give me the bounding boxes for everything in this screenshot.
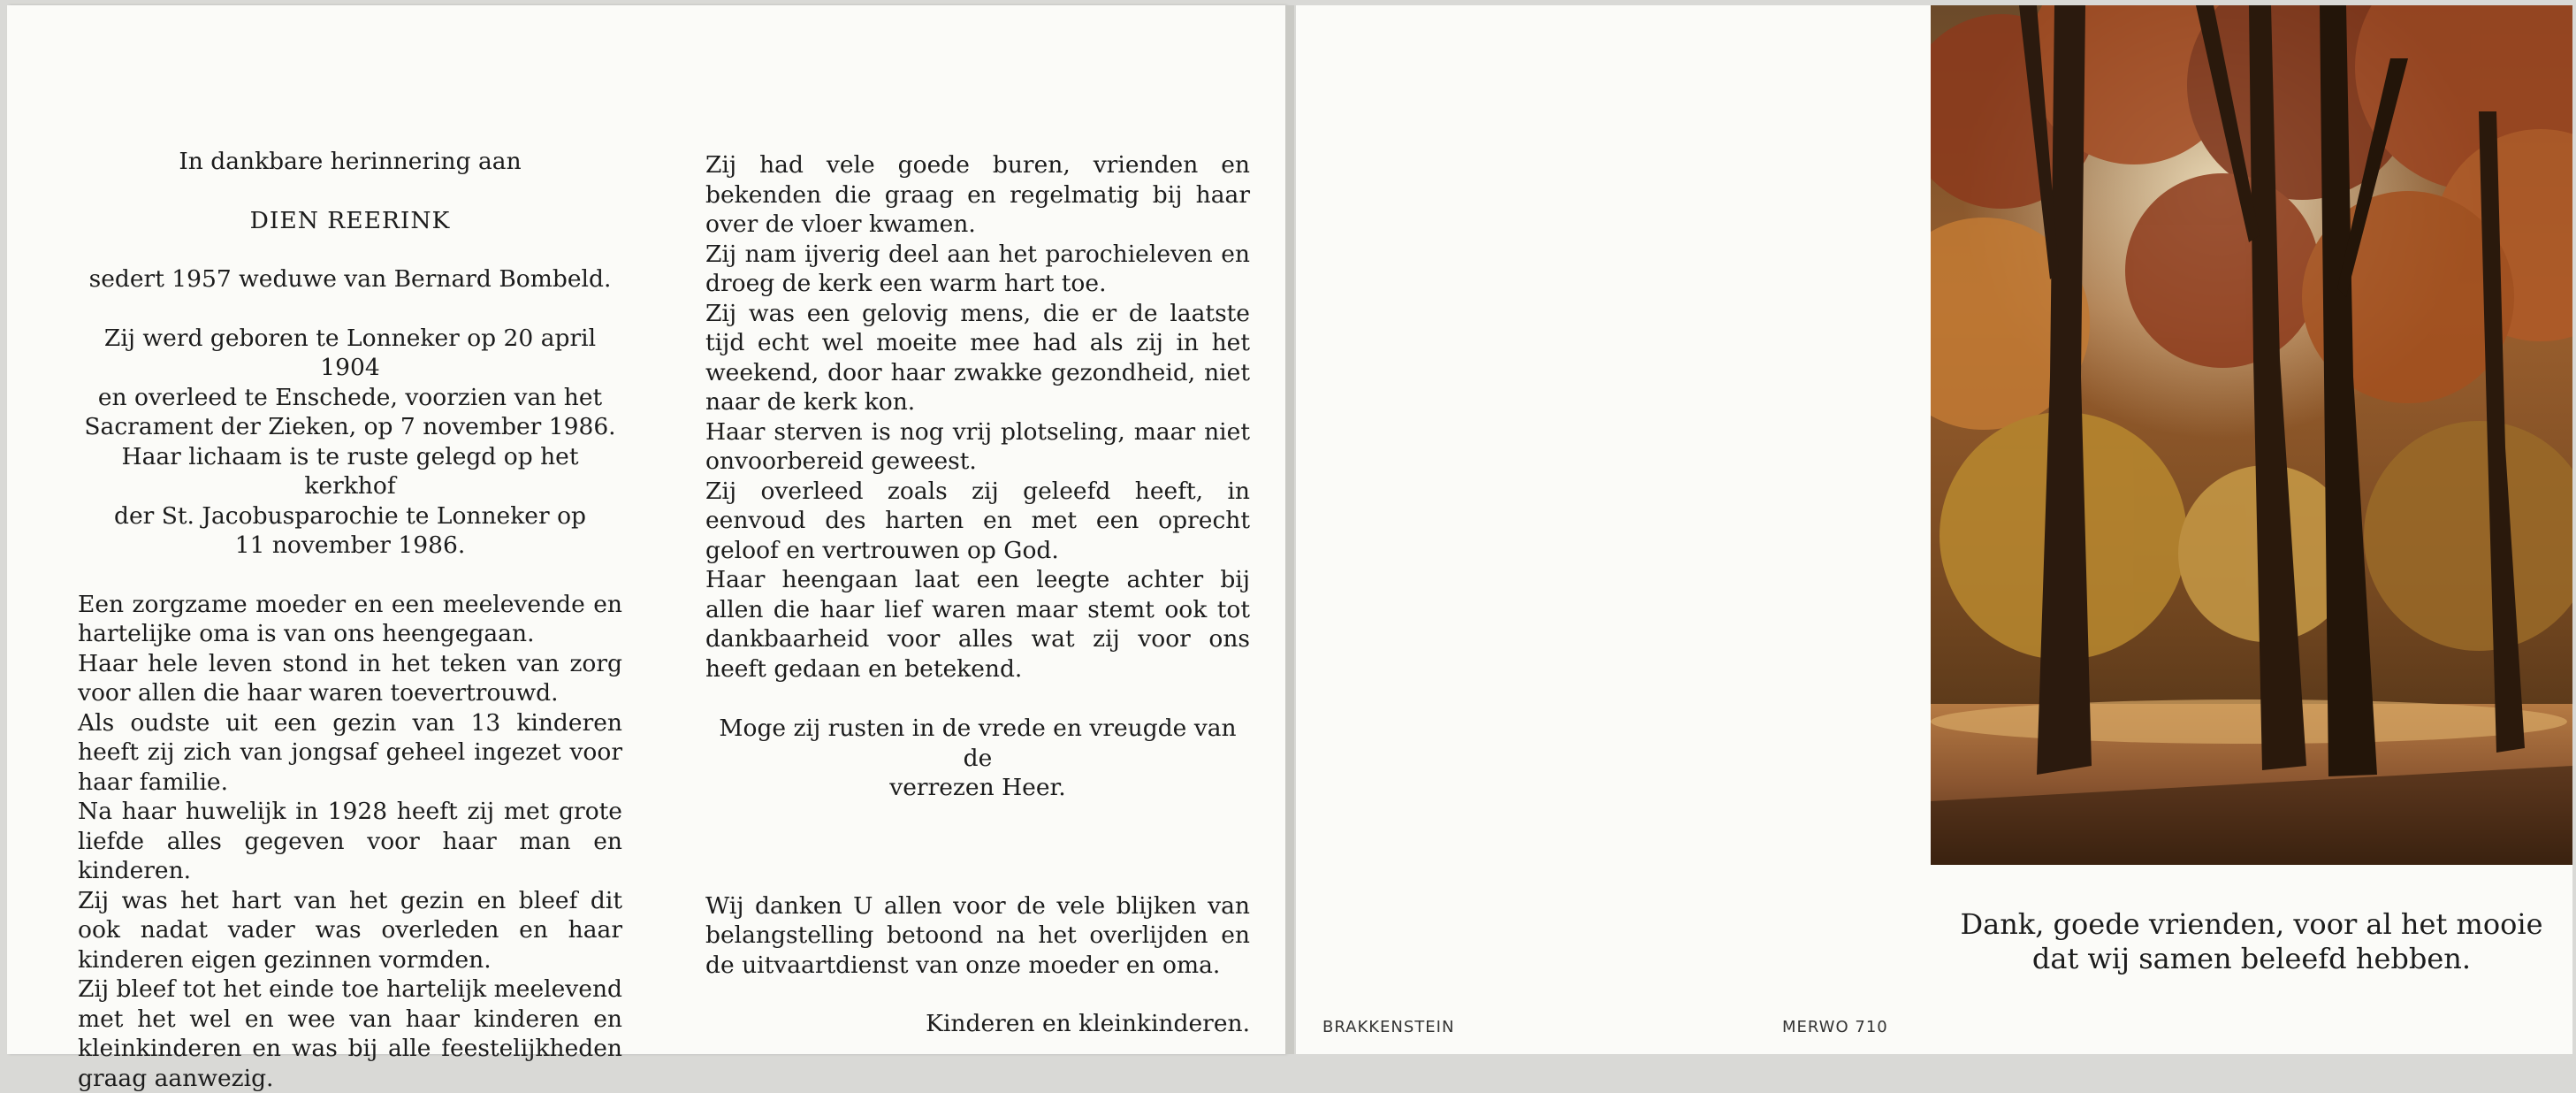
caption-line: Dank, goede vrienden, voor al het mooie bbox=[1960, 907, 2543, 941]
paragraph: Een zorgzame moeder en een meelevende en hartelijke oma is van ons heengegaan. bbox=[78, 590, 622, 647]
signature: Kinderen en kleinkinderen. bbox=[926, 1010, 1250, 1037]
autumn-forest-photo bbox=[1931, 5, 2572, 865]
forest-illustration bbox=[1931, 5, 2572, 865]
printer-name: BRAKKENSTEIN bbox=[1322, 1018, 1455, 1036]
thanks-caption bbox=[1931, 907, 2572, 976]
paragraph: Zij was een gelovig mens, die er de laatste tijd echt wel moeite mee had als zij in het weekend, door haar zwakke gezondheid, niet naar de kerk kon. bbox=[705, 299, 1250, 416]
birth-death-line: Sacrament der Zieken, op 7 november 1986. bbox=[84, 413, 616, 440]
printer-code: MERWO 710 bbox=[1782, 1018, 1888, 1036]
deceased-name: DIEN REERINK bbox=[249, 206, 451, 234]
birth-death-line: Zij werd geboren te Lonneker op 20 april 1904 bbox=[103, 324, 597, 381]
heading: In dankbare herinnering aan bbox=[179, 148, 522, 175]
thanks-paragraph: Wij danken U allen voor de vele blijken van belangstelling betoond na het overlijden en de uitvaartdienst van onze moeder en oma. bbox=[705, 891, 1250, 979]
card-gap bbox=[1285, 5, 1294, 1054]
paragraph: Zij nam ijverig deel aan het parochieleven en droeg de kerk een warm hart toe. bbox=[705, 240, 1250, 297]
paragraph: Haar sterven is nog vrij plotseling, maar niet onvoorbereid geweest. bbox=[705, 417, 1250, 475]
birth-death-line: en overleed te Enschede, voorzien van het bbox=[97, 383, 603, 411]
paragraph: Na haar huwelijk in 1928 heeft zij met grote liefde alles gegeven voor haar man en kinderen. bbox=[78, 798, 622, 884]
memorial-card-inner bbox=[7, 5, 1285, 1092]
paragraph: Zij was het hart van het gezin en bleef dit ook nadat vader was overleden en haar kinderen eigen gezinnen vormden. bbox=[78, 886, 622, 974]
birth-death-block bbox=[78, 324, 622, 561]
prayer-line: Moge zij rusten in de vrede en vreugde van de bbox=[719, 715, 1237, 772]
left-column bbox=[78, 147, 622, 1093]
right-column bbox=[705, 150, 1250, 1039]
memorial-card-outer bbox=[1296, 5, 2572, 1054]
birth-death-line: Haar lichaam is te ruste gelegd op het kerkhof bbox=[121, 442, 579, 500]
paragraph: Zij had vele goede buren, vrienden en bekenden die graag en regelmatig bij haar over de vloer kwamen. bbox=[705, 151, 1250, 238]
widow-line: sedert 1957 weduwe van Bernard Bombeld. bbox=[88, 265, 612, 293]
paragraph: Haar heengaan laat een leegte achter bij allen die haar lief waren maar stemt ook tot dankbaarheid voor alles wat zij voor ons heeft gedaan en betekend. bbox=[705, 566, 1250, 683]
caption-line: dat wij samen beleefd hebben. bbox=[2031, 942, 2472, 975]
paragraph: Haar hele leven stond in het teken van zorg voor allen die haar waren toevertrouwd. bbox=[78, 649, 622, 707]
paragraph: Zij bleef tot het einde toe hartelijk meelevend met het wel en wee van haar kinderen en kleinkinderen en was bij alle feestelijkheden graag aanwezig. bbox=[78, 975, 622, 1092]
birth-death-line: der St. Jacobusparochie te Lonneker op bbox=[114, 501, 586, 530]
paragraph: Zij overleed zoals zij geleefd heeft, in eenvoud des harten en met een oprecht geloof en vertrouwen op God. bbox=[705, 477, 1250, 564]
paragraph: Als oudste uit een gezin van 13 kinderen heeft zij zich van jongsaf geheel ingezet voor haar familie. bbox=[78, 708, 622, 796]
birth-death-line: 11 november 1986. bbox=[234, 531, 466, 559]
prayer-line: verrezen Heer. bbox=[889, 774, 1066, 801]
